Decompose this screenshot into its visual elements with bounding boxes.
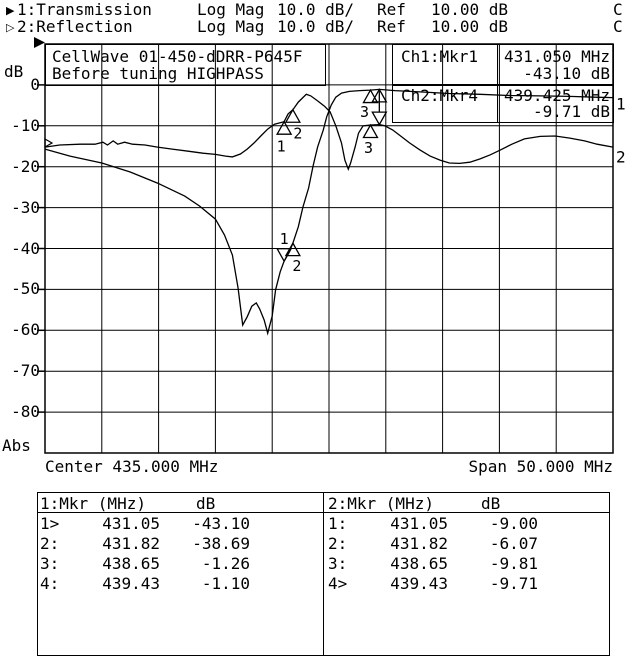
marker-3-trace1-label: 3 — [359, 103, 369, 122]
marker-number: 2: — [328, 534, 348, 553]
ch1-marker-value: -43.10 dB — [523, 64, 610, 83]
readout-divider — [497, 45, 498, 85]
title-box — [45, 44, 326, 86]
y-tick-label: -80 — [11, 402, 40, 422]
marker-level: -38.69 — [192, 534, 250, 553]
y-tick-label: -40 — [11, 238, 40, 258]
marker-4-trace2-active — [372, 112, 386, 125]
center-frequency-label: Center 435.000 MHz — [45, 457, 219, 476]
marker-2-trace2-label: 2 — [293, 124, 303, 143]
channel-2-label: 2:Reflection — [17, 17, 133, 36]
ch1-marker-label: Ch1:Mkr1 — [401, 47, 479, 66]
channel-1-ref-value: 10.00 dB — [431, 0, 509, 19]
marker-tables-box — [37, 492, 610, 656]
marker-frequency: 439.43 — [390, 574, 448, 593]
channel-1-ref-label: Ref — [377, 0, 406, 19]
marker-level: -9.00 — [489, 514, 538, 533]
marker-number: 1: — [328, 514, 348, 533]
marker-level: -9.71 — [489, 574, 538, 593]
table2-db-header: dB — [481, 494, 501, 513]
marker-frequency: 431.82 — [390, 534, 448, 553]
channel-2-cal-flag: C — [613, 17, 623, 36]
marker-number: 1> — [40, 514, 60, 533]
marker-level: -1.26 — [201, 554, 250, 573]
inactive-channel-icon: ▷ — [6, 21, 15, 34]
marker-number: 2: — [40, 534, 60, 553]
y-tick-label: 0 — [30, 74, 40, 94]
channel-2-format: Log Mag — [197, 17, 265, 36]
y-tick-label: -70 — [11, 361, 40, 381]
marker-number: 3: — [328, 554, 348, 573]
marker-1-trace1-label: 1 — [279, 230, 289, 249]
channel-1-label: 1:Transmission — [17, 0, 152, 19]
table-divider — [323, 493, 324, 655]
y-tick-label: -30 — [11, 197, 40, 217]
channel-2-ref-value: 10.00 dB — [431, 17, 509, 36]
active-channel-icon: ▶ — [6, 4, 15, 17]
ref-position-icon — [34, 37, 45, 48]
marker-1-trace2-label: 1 — [276, 137, 286, 156]
y-axis-bottom-label: Abs — [2, 436, 31, 455]
device-subtitle: Before tuning HIGHPASS — [52, 64, 264, 83]
ch1-marker-freq: 431.050 MHz — [504, 47, 610, 66]
channel-2-scale-per-div: 10.0 dB/ — [277, 17, 355, 36]
marker-number: 3: — [40, 554, 60, 573]
marker-3-trace2-label: 3 — [363, 139, 373, 158]
ch2-marker-readout-box — [392, 84, 614, 123]
y-tick-label: -20 — [11, 156, 40, 176]
y-tick-label: -50 — [11, 279, 40, 299]
y-tick-label: -10 — [11, 115, 40, 135]
table1-db-header: dB — [196, 494, 216, 513]
marker-frequency: 431.05 — [102, 514, 160, 533]
ch2-marker-value: -9.71 dB — [532, 102, 610, 121]
marker-level: -6.07 — [489, 534, 538, 553]
readout-divider — [497, 85, 498, 122]
marker-level: -1.10 — [201, 574, 250, 593]
channel-2-ref-label: Ref — [377, 17, 406, 36]
y-axis-unit: dB — [4, 62, 24, 81]
marker-number: 4> — [328, 574, 348, 593]
marker-2-trace1-label: 2 — [292, 257, 302, 276]
trace-end-label-1: 1 — [616, 94, 626, 114]
channel-1-scale-per-div: 10.0 dB/ — [277, 0, 355, 19]
table2-title: 2:Mkr (MHz) — [328, 494, 434, 513]
marker-frequency: 439.43 — [102, 574, 160, 593]
marker-frequency: 431.05 — [390, 514, 448, 533]
device-title: CellWave 01-450-dDRR-P645F — [52, 47, 303, 66]
marker-3-trace2 — [363, 125, 377, 138]
span-frequency-label: Span 50.000 MHz — [468, 457, 613, 476]
ch1-marker-readout-box — [392, 44, 614, 86]
channel-1-format: Log Mag — [197, 0, 265, 19]
marker-2-trace2 — [286, 110, 300, 123]
marker-number: 4: — [40, 574, 60, 593]
table1-title: 1:Mkr (MHz) — [40, 494, 146, 513]
marker-level: -9.81 — [489, 554, 538, 573]
trace-end-label-2: 2 — [616, 147, 626, 167]
marker-frequency: 438.65 — [102, 554, 160, 573]
y-tick-label: -60 — [11, 320, 40, 340]
marker-level: -43.10 — [192, 514, 250, 533]
marker-frequency: 438.65 — [390, 554, 448, 573]
ch2-marker-label: Ch2:Mkr4 — [401, 86, 479, 105]
ch2-marker-freq: 439.425 MHz — [504, 86, 610, 105]
marker-frequency: 431.82 — [102, 534, 160, 553]
channel-1-cal-flag: C — [613, 0, 623, 19]
